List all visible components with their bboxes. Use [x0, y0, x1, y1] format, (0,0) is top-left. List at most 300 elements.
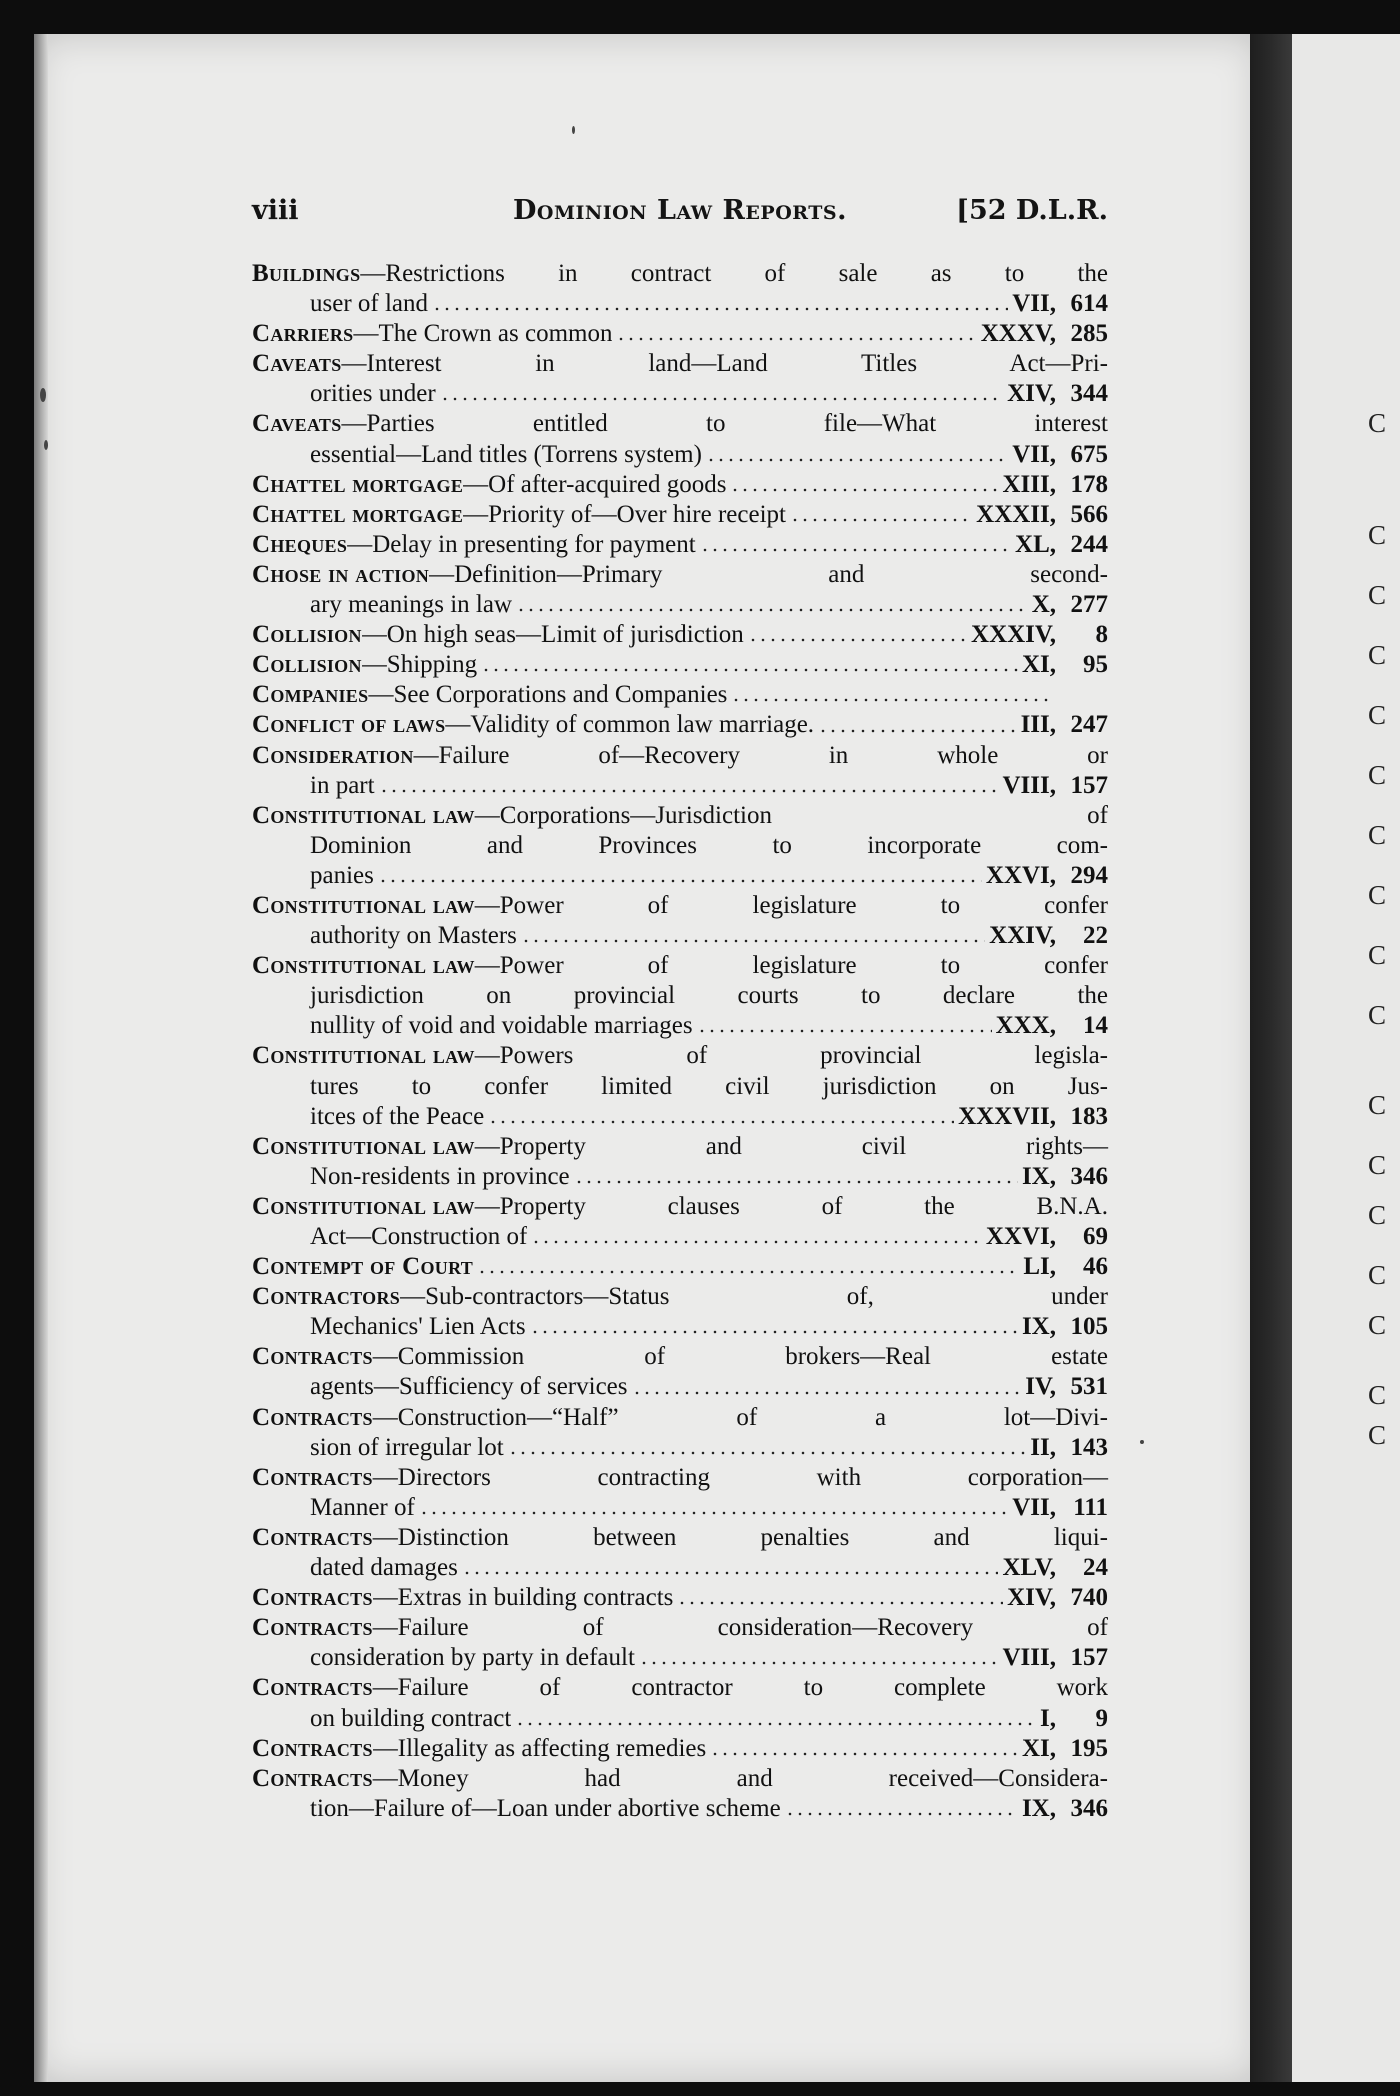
page-reference: 614 — [1070, 290, 1108, 318]
entry-reference — [971, 620, 1108, 650]
entry-line — [252, 560, 1108, 590]
page-reference: 95 — [1083, 651, 1108, 679]
index-entry — [252, 1403, 1108, 1463]
entry-line — [252, 1132, 1108, 1162]
entry-text: essential—Land titles (Torrens system) — [310, 440, 702, 468]
entry-heading: Constitutional law — [252, 801, 475, 829]
index-entries — [252, 259, 1108, 1824]
entry-line — [252, 1433, 1108, 1463]
page-reference: 566 — [1070, 500, 1108, 528]
page-reference: 344 — [1070, 380, 1108, 408]
entry-line — [252, 1613, 1108, 1643]
entry-reference — [1012, 289, 1108, 319]
entry-reference — [1022, 1312, 1108, 1342]
entry-reference — [1007, 379, 1108, 409]
entry-text: consideration by party in default — [310, 1644, 635, 1672]
dot-leader — [639, 1661, 999, 1665]
entry-heading: Chattel mortgage — [252, 470, 464, 498]
entry-reference — [1012, 440, 1108, 470]
facing-page-letter: C — [1368, 700, 1387, 730]
facing-page-letter: C — [1368, 1380, 1387, 1410]
index-entry — [252, 1613, 1108, 1673]
entry-line — [252, 1011, 1108, 1041]
page-reference: 346 — [1070, 1162, 1108, 1190]
entry-heading: Contractors — [252, 1283, 401, 1311]
entry-line — [252, 1342, 1108, 1372]
entry-line — [252, 951, 1108, 981]
entry-reference — [1022, 650, 1108, 680]
dot-leader — [488, 1120, 954, 1124]
entry-line — [252, 530, 1108, 560]
entry-text: —Parties entitled to file—What interest — [341, 410, 1108, 438]
page-reference: 111 — [1073, 1493, 1108, 1521]
entry-text: on building contract — [310, 1704, 512, 1732]
book-gutter — [1250, 34, 1292, 2082]
entry-reference — [996, 1011, 1108, 1041]
dot-leader — [515, 1722, 1036, 1726]
index-entry — [252, 1282, 1108, 1342]
entry-heading: Collision — [252, 621, 362, 649]
index-entry — [252, 680, 1108, 710]
entry-text: —Illegality as affecting remedies — [372, 1734, 707, 1762]
entry-line — [252, 1041, 1108, 1071]
facing-page-letter: C — [1368, 1200, 1387, 1230]
entry-reference — [1002, 1553, 1108, 1583]
facing-page-letter: C — [1368, 940, 1387, 970]
volume-number: X, — [1031, 591, 1056, 619]
index-entry — [252, 1764, 1108, 1824]
entry-text: —Validity of common law marriage. — [445, 711, 815, 739]
entry-text: —Definition—Primary and second- — [429, 560, 1108, 588]
facing-page-letter: C — [1368, 408, 1387, 438]
index-entry — [252, 500, 1108, 530]
entry-reference — [1032, 590, 1108, 620]
entry-heading: Carriers — [252, 320, 354, 348]
facing-page-letter: C — [1368, 580, 1387, 610]
dot-leader — [697, 1029, 992, 1033]
dot-leader — [440, 397, 1003, 401]
facing-page-letter: C — [1368, 1310, 1387, 1340]
entry-line — [252, 319, 1108, 349]
index-entry — [252, 620, 1108, 650]
dot-leader — [616, 337, 976, 341]
entry-line — [252, 1072, 1108, 1102]
entry-line — [252, 1583, 1108, 1613]
dot-leader — [677, 1601, 1003, 1605]
page-reference: 14 — [1083, 1012, 1108, 1040]
entry-heading: Buildings — [252, 260, 361, 287]
entry-line — [252, 741, 1108, 771]
entry-reference — [986, 861, 1108, 891]
index-entry — [252, 1583, 1108, 1613]
page-number: viii — [252, 195, 299, 226]
dot-leader — [378, 879, 982, 883]
entry-text: —Extras in building contracts — [372, 1584, 674, 1612]
entry-reference — [1030, 1433, 1108, 1463]
page-reference: 285 — [1070, 320, 1108, 348]
entry-reference — [1056, 680, 1108, 710]
entry-heading: Cheques — [252, 530, 348, 558]
entry-line — [252, 1372, 1108, 1402]
entry-reference — [1012, 1493, 1108, 1523]
entry-heading: Contracts — [252, 1734, 373, 1762]
entry-line — [252, 680, 1108, 710]
entry-heading: Contracts — [252, 1764, 373, 1792]
entry-heading: Contracts — [252, 1343, 373, 1371]
entry-text: nullity of void and voidable marriages — [310, 1012, 693, 1040]
page-reference: 531 — [1070, 1373, 1108, 1401]
page-reference: 740 — [1070, 1584, 1108, 1612]
entry-heading: Constitutional law — [252, 1192, 475, 1220]
page-reference: 22 — [1083, 922, 1108, 950]
volume-number: XXIV, — [989, 922, 1056, 950]
entry-line — [252, 1463, 1108, 1493]
entry-text: —Powers of provincial legisla- — [474, 1042, 1108, 1070]
volume-number: IV, — [1025, 1373, 1056, 1401]
volume-number: LI, — [1023, 1253, 1056, 1281]
dot-leader — [785, 1812, 1018, 1816]
volume-number: VII, — [1012, 1493, 1056, 1521]
print-speck — [40, 388, 46, 402]
entry-text: —On high seas—Limit of jurisdiction — [361, 621, 744, 649]
volume-number: II, — [1030, 1433, 1056, 1461]
dot-leader — [730, 488, 998, 492]
entry-text: tures to confer limited civil jurisdiction on Jus- — [310, 1072, 1108, 1100]
entry-heading: Contempt of Court — [252, 1253, 474, 1281]
entry-heading: Chattel mortgage — [252, 500, 464, 528]
entry-text: —Commission of brokers—Real estate — [372, 1343, 1108, 1371]
facing-page-letter: C — [1368, 1000, 1387, 1030]
facing-page-letter: C — [1368, 880, 1387, 910]
entry-line — [252, 1734, 1108, 1764]
entry-text: user of land — [310, 290, 429, 318]
entry-text: tion—Failure of—Loan under abortive scheme — [310, 1794, 781, 1822]
volume-number: XXXII, — [976, 500, 1056, 528]
volume-number: IX, — [1021, 1794, 1056, 1822]
entry-reference — [1003, 1643, 1109, 1673]
volume-number: XXVI, — [985, 861, 1056, 889]
entry-line — [252, 831, 1108, 861]
entry-text: dated damages — [310, 1554, 458, 1582]
entry-text: —Construction—“Half” of a lot—Divi- — [372, 1403, 1108, 1431]
entry-reference — [1040, 1704, 1108, 1734]
page-reference: 8 — [1095, 621, 1108, 649]
entry-reference — [1022, 1734, 1108, 1764]
entry-text: panies — [310, 861, 374, 889]
entry-heading: Contracts — [252, 1674, 373, 1702]
entry-text: —Directors contracting with corporation— — [372, 1463, 1108, 1491]
entry-text: —Delay in presenting for payment — [347, 530, 696, 558]
page-reference: 244 — [1070, 530, 1108, 558]
entry-line — [252, 771, 1108, 801]
index-entry — [252, 1673, 1108, 1733]
page-reference: 9 — [1095, 1704, 1108, 1732]
facing-page-letter: C — [1368, 1150, 1387, 1180]
entry-heading: Constitutional law — [252, 1132, 475, 1160]
volume-number: VII, — [1012, 290, 1056, 318]
page-reference: 183 — [1070, 1102, 1108, 1130]
page-reference: 178 — [1070, 470, 1108, 498]
index-entry — [252, 1342, 1108, 1402]
entry-line — [252, 1222, 1108, 1252]
dot-leader — [521, 939, 985, 943]
entry-text: —See Corporations and Companies — [368, 681, 728, 709]
dot-leader — [531, 1240, 982, 1244]
facing-page-letter: C — [1368, 640, 1387, 670]
entry-text: Manner of — [310, 1493, 415, 1521]
dot-leader — [419, 1511, 1008, 1515]
print-speck — [44, 440, 48, 450]
index-entry — [252, 1192, 1108, 1252]
entry-text: orities under — [310, 380, 436, 408]
dot-leader — [516, 608, 1028, 612]
page-reference: 143 — [1070, 1433, 1108, 1461]
entry-text: —Failure of—Recovery in whole or — [413, 741, 1108, 769]
entry-line — [252, 259, 1108, 289]
entry-text: agents—Sufficiency of services — [310, 1373, 628, 1401]
entry-reference — [958, 1102, 1108, 1132]
entry-heading: Constitutional law — [252, 1042, 475, 1070]
dot-leader — [574, 1180, 1018, 1184]
volume-number: XXVI, — [985, 1223, 1056, 1250]
index-entry — [252, 1041, 1108, 1131]
dot-leader — [481, 668, 1018, 672]
volume-number: IX, — [1021, 1313, 1056, 1341]
entry-line — [252, 1282, 1108, 1312]
entry-line — [252, 710, 1108, 740]
facing-page-letter: C — [1368, 1090, 1387, 1120]
entry-line — [252, 1553, 1108, 1583]
entry-line — [252, 500, 1108, 530]
entry-text: jurisdiction on provincial courts to declare the — [310, 982, 1108, 1010]
volume-reference: [52 D.L.R. — [956, 195, 1108, 226]
facing-page-edge — [1292, 34, 1400, 2082]
volume-number: IX, — [1021, 1162, 1056, 1190]
volume-number: XXXIV, — [971, 621, 1056, 649]
index-entry — [252, 530, 1108, 560]
entry-text: sion of irregular lot — [310, 1433, 504, 1461]
facing-page-letter: C — [1368, 820, 1387, 850]
entry-text: —Interest in land—Land Titles Act—Pri- — [341, 350, 1108, 378]
page-reference: 157 — [1070, 1644, 1108, 1672]
page-reference: 346 — [1070, 1794, 1108, 1822]
entry-text: Non-residents in province — [310, 1162, 570, 1190]
entry-text: —Failure of consideration—Recovery of — [372, 1614, 1108, 1642]
dot-leader — [706, 458, 1008, 462]
entry-line — [252, 1192, 1108, 1222]
entry-text: —Property and civil rights— — [474, 1132, 1108, 1160]
entry-line — [252, 1252, 1108, 1282]
entry-reference — [981, 319, 1108, 349]
dot-leader — [731, 698, 1052, 702]
index-entry — [252, 1252, 1108, 1282]
entry-line — [252, 1102, 1108, 1132]
entry-line — [252, 861, 1108, 891]
entry-text: —Sub-contractors—Status of, under — [400, 1283, 1108, 1311]
volume-number: XIII, — [1002, 470, 1056, 498]
dot-leader — [700, 548, 1011, 552]
entry-text: authority on Masters — [310, 922, 517, 950]
entry-reference — [1022, 1794, 1108, 1824]
volume-number: XI, — [1021, 651, 1056, 679]
entry-reference — [989, 921, 1108, 951]
entry-line — [252, 1704, 1108, 1734]
entry-line — [252, 440, 1108, 470]
entry-line — [252, 1312, 1108, 1342]
entry-reference — [1015, 530, 1108, 560]
page-reference: 46 — [1083, 1253, 1108, 1281]
dot-leader — [818, 729, 1017, 733]
entry-text: —Of after-acquired goods — [463, 470, 727, 498]
index-entry — [252, 650, 1108, 680]
entry-line — [252, 1794, 1108, 1824]
page-reference: 24 — [1083, 1554, 1108, 1582]
dot-leader — [748, 638, 967, 642]
volume-number: XL, — [1015, 530, 1056, 558]
entry-text: Dominion and Provinces to incorporate com- — [310, 831, 1108, 859]
dot-leader — [379, 789, 999, 793]
entry-line — [252, 379, 1108, 409]
entry-line — [252, 1643, 1108, 1673]
entry-text: —Distinction between penalties and liqui- — [372, 1523, 1108, 1551]
entry-text: itces of the Peace — [310, 1102, 485, 1130]
entry-reference — [1007, 1583, 1108, 1613]
page-reference: 277 — [1070, 591, 1108, 619]
page-reference: 105 — [1070, 1313, 1108, 1341]
entry-heading: Contracts — [252, 1523, 373, 1551]
index-entry — [252, 409, 1108, 469]
entry-line — [252, 620, 1108, 650]
index-entry — [252, 259, 1108, 319]
entry-heading: Contracts — [252, 1403, 373, 1431]
entry-heading: Contracts — [252, 1584, 373, 1612]
running-title: Dominion Law Reports. — [513, 195, 847, 226]
entry-heading: Collision — [252, 651, 362, 679]
entry-text: in part — [310, 771, 375, 799]
volume-number: VII, — [1012, 440, 1056, 468]
volume-number: XXXV, — [980, 320, 1056, 348]
entry-text: —Priority of—Over hire receipt — [463, 500, 786, 528]
entry-text: —Corporations—Jurisdiction of — [474, 801, 1108, 829]
page-reference: 195 — [1070, 1734, 1108, 1762]
entry-line — [252, 650, 1108, 680]
entry-text: —Restrictions in contract of sale as to the — [360, 260, 1108, 287]
entry-line — [252, 801, 1108, 831]
dot-leader — [790, 518, 972, 522]
entry-line — [252, 1403, 1108, 1433]
print-speck — [572, 126, 575, 134]
page-edge-shadow — [34, 34, 48, 2082]
entry-line — [252, 981, 1108, 1011]
entry-line — [252, 289, 1108, 319]
entry-heading: Chose in action — [252, 560, 430, 588]
entry-text: —Power of legislature to confer — [474, 891, 1108, 919]
entry-line — [252, 349, 1108, 379]
entry-heading: Caveats — [252, 350, 342, 378]
dot-leader — [530, 1330, 1018, 1334]
print-speck — [1140, 1440, 1144, 1444]
dot-leader — [462, 1571, 999, 1575]
entry-heading: Contracts — [252, 1463, 373, 1491]
index-entry — [252, 1734, 1108, 1764]
index-entry — [252, 951, 1108, 1041]
dot-leader — [632, 1391, 1022, 1395]
entry-heading: Constitutional law — [252, 891, 475, 919]
volume-number: XLV, — [1002, 1554, 1056, 1582]
entry-line — [252, 409, 1108, 439]
page-reference: 69 — [1083, 1223, 1108, 1250]
index-entry — [252, 1132, 1108, 1192]
entry-heading: Conflict of laws — [252, 711, 446, 739]
index-entry — [252, 470, 1108, 500]
page-reference: 247 — [1070, 711, 1108, 739]
volume-number: XXX, — [995, 1012, 1056, 1040]
entry-line — [252, 1493, 1108, 1523]
entry-heading: Caveats — [252, 410, 342, 438]
entry-text: —Property clauses of the B.N.A. — [474, 1192, 1108, 1220]
entry-reference — [1023, 1252, 1108, 1282]
volume-number: VIII, — [1002, 1644, 1056, 1672]
running-header — [252, 195, 1108, 229]
entry-line — [252, 1162, 1108, 1192]
entry-heading: Companies — [252, 681, 369, 709]
entry-text: ary meanings in law — [310, 591, 513, 619]
index-entry — [252, 891, 1108, 951]
entry-line — [252, 1523, 1108, 1553]
entry-text: —Failure of contractor to complete work — [372, 1674, 1108, 1702]
facing-page-letter: C — [1368, 520, 1387, 550]
dot-leader — [710, 1752, 1018, 1756]
dot-leader — [477, 1270, 1019, 1274]
entry-reference — [986, 1222, 1108, 1252]
index-entry — [252, 801, 1108, 891]
volume-number: XXXVII, — [958, 1102, 1056, 1130]
dot-leader — [508, 1451, 1027, 1455]
index-entry — [252, 1463, 1108, 1523]
entry-heading: Consideration — [252, 741, 414, 769]
facing-page-letter: C — [1368, 760, 1387, 790]
index-entry — [252, 710, 1108, 740]
dot-leader — [432, 307, 1008, 311]
entry-line — [252, 590, 1108, 620]
entry-heading: Contracts — [252, 1614, 373, 1642]
entry-text: —Money had and received—Considera- — [372, 1764, 1108, 1792]
entry-text: —Power of legislature to confer — [474, 952, 1108, 980]
volume-number: III, — [1020, 711, 1056, 739]
index-entry — [252, 1523, 1108, 1583]
entry-reference — [976, 500, 1108, 530]
entry-text: Mechanics' Lien Acts — [310, 1313, 526, 1341]
page-reference: 294 — [1070, 861, 1108, 889]
entry-text: Act—Construction of — [310, 1223, 528, 1250]
index-entry — [252, 349, 1108, 409]
entry-reference — [1025, 1372, 1108, 1402]
entry-text: —The Crown as common — [353, 320, 613, 348]
entry-heading: Constitutional law — [252, 952, 475, 980]
index-entry — [252, 560, 1108, 620]
page-reference: 675 — [1070, 440, 1108, 468]
index-entry — [252, 741, 1108, 801]
entry-line — [252, 470, 1108, 500]
volume-number: VIII, — [1002, 771, 1056, 799]
entry-reference — [1022, 1162, 1108, 1192]
entry-line — [252, 1673, 1108, 1703]
entry-line — [252, 921, 1108, 951]
entry-text: —Shipping — [361, 651, 478, 679]
entry-line — [252, 1764, 1108, 1794]
entry-reference — [1021, 710, 1108, 740]
volume-number: XIV, — [1007, 1584, 1056, 1612]
